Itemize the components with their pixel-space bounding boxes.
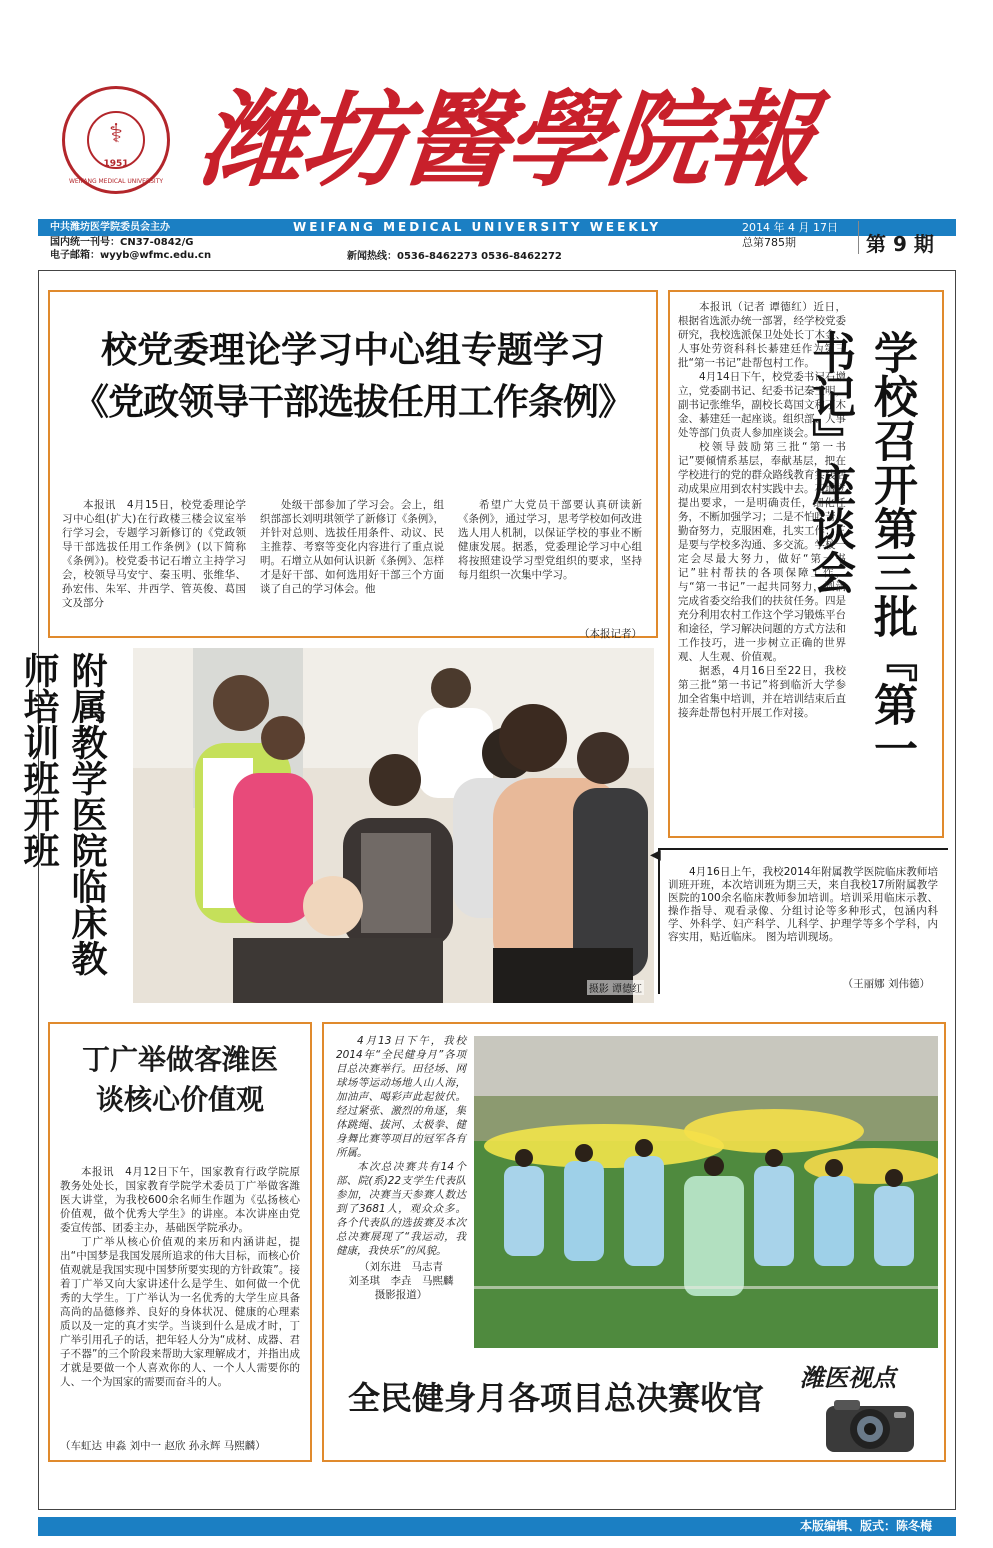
university-seal-logo (62, 86, 170, 194)
issue-number: 第 9 期 (866, 232, 934, 256)
article1-credit: （本报记者） (579, 628, 642, 640)
photo1-credit: 摄影 谭德红 (587, 980, 644, 995)
article3-title-line1: 丁广举做客潍医 (81, 1043, 278, 1076)
article1-title-line1: 校党委理论学习中心组专题学习 (100, 330, 605, 371)
article3-paragraph1: 本报讯 4月12日下午，国家教育行政学院原教务处处长，国家教育学院学术委员丁广举做客潍医大讲堂，为我校600余名师生作题为《弘扬核心价值观，做个优秀大学生》的讲座。本次讲座由党委宣传部、团委主办，基础医学院承办。 (60, 1166, 300, 1234)
article3-credit: （车虹达 申淼 刘中一 赵欣 孙永辉 马熙麟） (60, 1440, 266, 1452)
article2-paragraph4: 据悉，4月16日至22日，我校第三批“第一书记”将到临沂大学参加全省集中培训，并在培训结束后直接奔赴帮包村开展工作对接。 (678, 665, 846, 719)
sponsor-text: 中共潍坊医学院委员会主办 (50, 222, 170, 233)
article2-paragraph3: 校领导鼓励第三批“第一书记”要倾情系基层，奉献基层，把在学校进行的党的群众路线教育实践活动成果应用到农村实践中去。石增立提出要求，一是明确责任，细化任务，不断加强学习；二是不怕吃苦，勤奋努力，克服困难，扎实工作；三是要与学校多沟通、多交流。学校一定会尽最大努力，做好“第一书记”驻村帮扶的各项保障工作，与“第一书记”一起共同努力，圆满完成省委交给我们的扶贫任务。四是充分利用农村工作这个学习锻炼平台和途径，学习解决问题的方式方法和工作技巧，进一步树立正确的世界观、人生观、价值观。 (678, 441, 846, 663)
article1-column2: 处级干部参加了学习会。会上，组织部部长刘明琪领学了新修订《条例》，并针对总则、选拔任用条件、动议、民主推荐、考察等变化内容进行了重点说明。石增立从如何认识新《条例》、怎样才是好干部、如何选用好干部三个方面谈了自己的学习体会。他 (260, 499, 444, 595)
total-issue: 总第785期 (742, 236, 796, 249)
article2-paragraph2: 4月14日下午，校党委书记石增立，党委副书记、纪委书记秦玉明，副书记张维华，副校长葛国文和丁木金、綦建廷一起座谈。组织部、人事处等部门负责人参加座谈会。 (678, 371, 846, 439)
article3-body (60, 1165, 300, 1389)
english-title: WEIFANG MEDICAL UNIVERSITY WEEKLY (293, 220, 662, 234)
fitness-paragraph2: 本次总决赛共有14个部、院(系)22支学生代表队参加，决赛当天参赛人数达到了3681人，观众众多。各个代表队的选拔赛及本次总决赛展现了“我运动，我健康，我快乐”的风貌。 (336, 1161, 466, 1257)
article2-paragraph1: 本报讯（记者 谭德红）近日，根据省选派办统一部署，经学校党委研究，我校选派保卫处处长丁木金、人事处劳资科科长綦建廷作为第三批“第一书记”赴帮包村工作。 (678, 301, 846, 369)
fitness-credit-line2: 刘圣琪 李垚 马熙麟 (348, 1275, 454, 1287)
newspaper-title: 潍坊醫學院報 (193, 78, 819, 201)
photo1-caption (668, 866, 938, 944)
email-address: 电子邮箱：wyyb@wfmc.edu.cn (50, 250, 212, 261)
photo1-caption-text: 4月16日上午，我校2014年附属教学医院临床教师培训班开班，本次培训班为期三天，来自我校17所附属教学医院的100余名临床教师参加培训。培训采用临床示教、操作指导、观看录像、分组讨论等多种形式，包涵内科学、外科学、妇产科学、儿科学、护理学等多个学科，内容实用，贴近临床。 (668, 866, 938, 943)
news-hotline: 新闻热线：0536-8462273 0536-8462272 (347, 251, 562, 262)
fitness-story-text (336, 1034, 466, 1302)
fitness-photo-image (474, 1036, 938, 1348)
issue-date: 2014 年 4 月 17日 (742, 221, 838, 234)
article2-title: 学校召开第三批『第一书记』座谈会 (804, 330, 917, 770)
article3-paragraph2: 丁广举从核心价值观的来历和内涵讲起，提出“中国梦是我国发展所追求的伟大目标，而核心价值观就是我国实现中国梦所要实现的方针政策”。接着丁广举又向大家讲述什么是学生、如何做一个优秀的大学生。丁广举认为一名优秀的大学生应具备高尚的品德修养、良好的身体状况、健康的心理素质以及一定的真才实学。当谈到什么是成才时，丁广举引用孔子的话，把年轻人分为“成材、成器、君子不器”的三个阶段来帮助大家理解成才，并指出成才就是要做一个人喜欢你的人、一个人人需要你的人、一个为国家的需要而奋斗的人。 (60, 1236, 300, 1388)
photo1-title: 附属教学医院临床教师培训班开班 (18, 652, 107, 976)
article1-column3: 希望广大党员干部要认真研读新《条例》，通过学习，思考学校如何改进选人用人机制，以保证学校的事业不断健康发展。据悉，党委理论学习中心组将按照建设学习型党组织的要求，坚持每月组织一次集中学习。 (458, 499, 642, 581)
article3-title (56, 1040, 304, 1120)
fitness-credit-line1: （刘东进 马志青 (359, 1261, 443, 1273)
photo1-caption-end: 图为培训现场。 (765, 931, 840, 943)
camera-icon (820, 1392, 920, 1454)
footer-editor: 本版编辑、版式：陈冬梅 (800, 1519, 933, 1533)
fitness-headline: 全民健身月各项目总决赛收官 (347, 1379, 764, 1417)
training-photo-image (133, 648, 654, 1003)
photo1-caption-credit: （王丽娜 刘伟德） (842, 978, 930, 990)
article3-title-line2: 谈核心价值观 (95, 1083, 264, 1116)
fitness-credit (336, 1260, 466, 1302)
article1-column1: 本报讯 4月15日，校党委理论学习中心组(扩大)在行政楼三楼会议室举行学习会，专题学习新修订的《党政领导干部选拔任用工作条例》(以下简称《条例》)。校党委书记石增立主持学习会，校领导马安宁、秦玉明、张维华、孙宏伟、朱军、井西学、管英俊、葛国文及部分 (62, 499, 246, 609)
fitness-credit-line3: 摄影报道） (374, 1289, 428, 1301)
caduceus-icon: ⚕ (108, 119, 124, 149)
serial-number: 国内统一刊号：CN37-0842/G (50, 237, 194, 248)
seal-year: 1951 (103, 159, 129, 169)
issue-date-block (742, 220, 838, 250)
training-photo (133, 648, 654, 1003)
article1-title-line2: 《党政领导干部选拔任用工作条例》 (72, 382, 633, 423)
seal-english-text: WEIFANG MEDICAL UNIVERSITY (68, 178, 164, 185)
fitness-paragraph1: 4月13日下午，我校2014年“全民健身月”各项目总决赛举行。田径场、网球场等运动场地人山人海，加油声、喝彩声此起彼伏。经过紧张、激烈的角逐，集体跳绳、拔河、太极拳、健身舞比赛等项目的冠军各有所属。 (336, 1035, 466, 1159)
fitness-photo (474, 1036, 938, 1348)
issue-divider (858, 221, 859, 254)
caption-arrow-icon: ◀ (650, 847, 661, 863)
column-logo-text: 潍医视点 (800, 1363, 896, 1392)
